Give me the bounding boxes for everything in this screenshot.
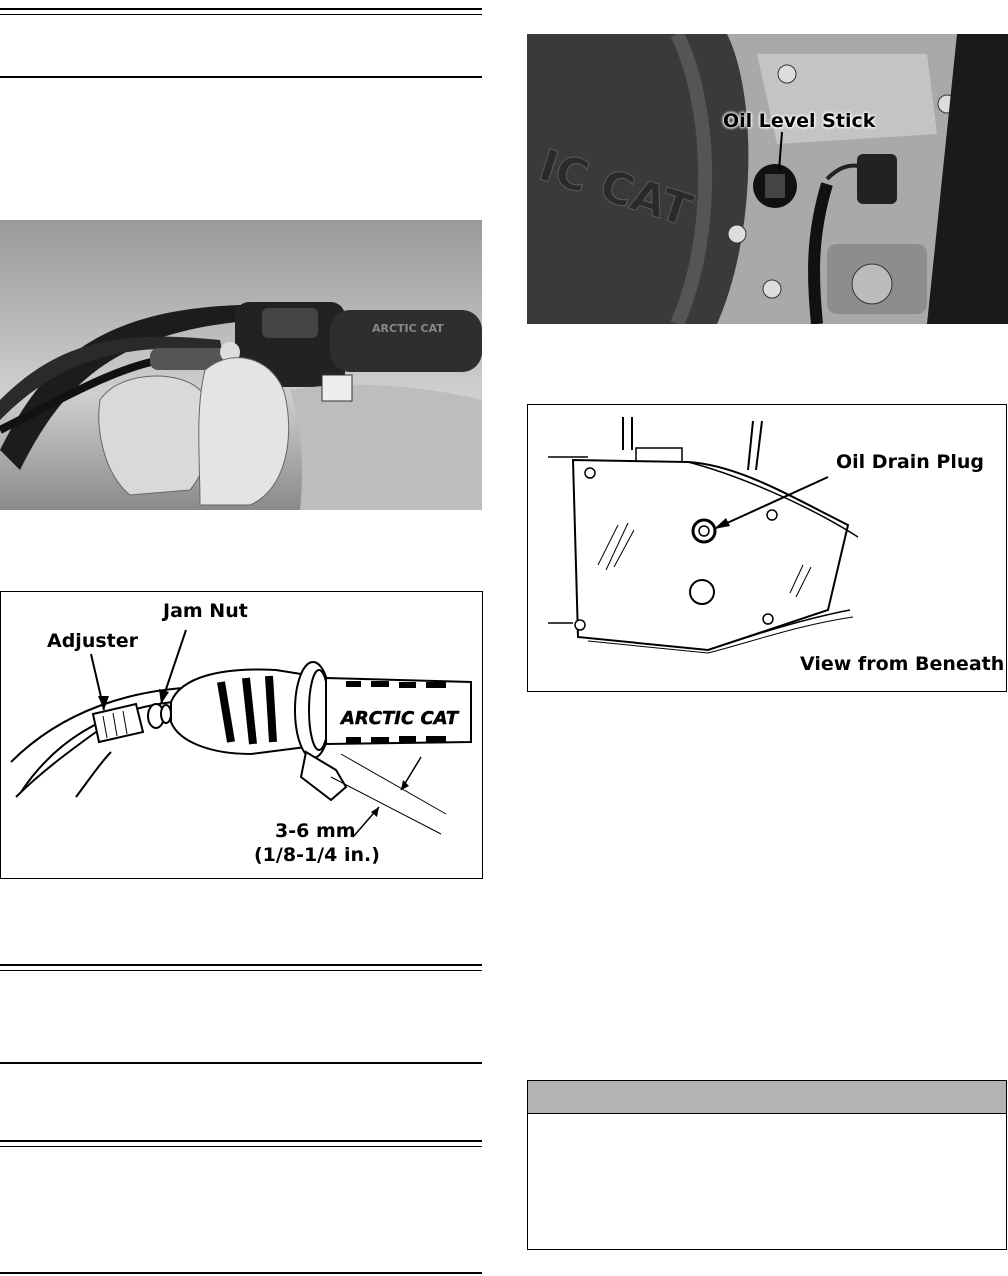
free-play-mm-label: 3-6 mm: [275, 820, 356, 842]
oil-level-stick-photo: [527, 34, 1008, 324]
throttle-cable-adjustment-photo: [0, 220, 482, 510]
oil-drain-plug-label: Oil Drain Plug: [836, 451, 984, 473]
note-box: [527, 1080, 1007, 1250]
oil-level-stick-label: Oil Level Stick: [723, 110, 876, 132]
view-from-beneath-label: View from Beneath: [800, 653, 1005, 675]
adjuster-label: Adjuster: [47, 630, 138, 652]
svg-text:ARCTIC CAT: ARCTIC CAT: [341, 708, 459, 729]
svg-text:IC CAT: IC CAT: [532, 140, 698, 238]
section-rule: [0, 76, 482, 78]
section-rule-caution-top: [0, 1140, 482, 1147]
free-play-in-label: (1/8-1/4 in.): [254, 844, 380, 866]
section-rule-caution-bottom: [0, 1272, 482, 1274]
oil-drain-plug-diagram: [527, 404, 1007, 692]
jam-nut-label: Jam Nut: [163, 600, 248, 622]
svg-text:ARCTIC CAT: ARCTIC CAT: [372, 322, 444, 335]
section-rule-warning-top: [0, 964, 482, 971]
section-rule-top: [0, 8, 482, 15]
throttle-cable-diagram: [0, 591, 483, 879]
note-box-header: [528, 1081, 1006, 1114]
section-rule-warning-bottom: [0, 1062, 482, 1064]
